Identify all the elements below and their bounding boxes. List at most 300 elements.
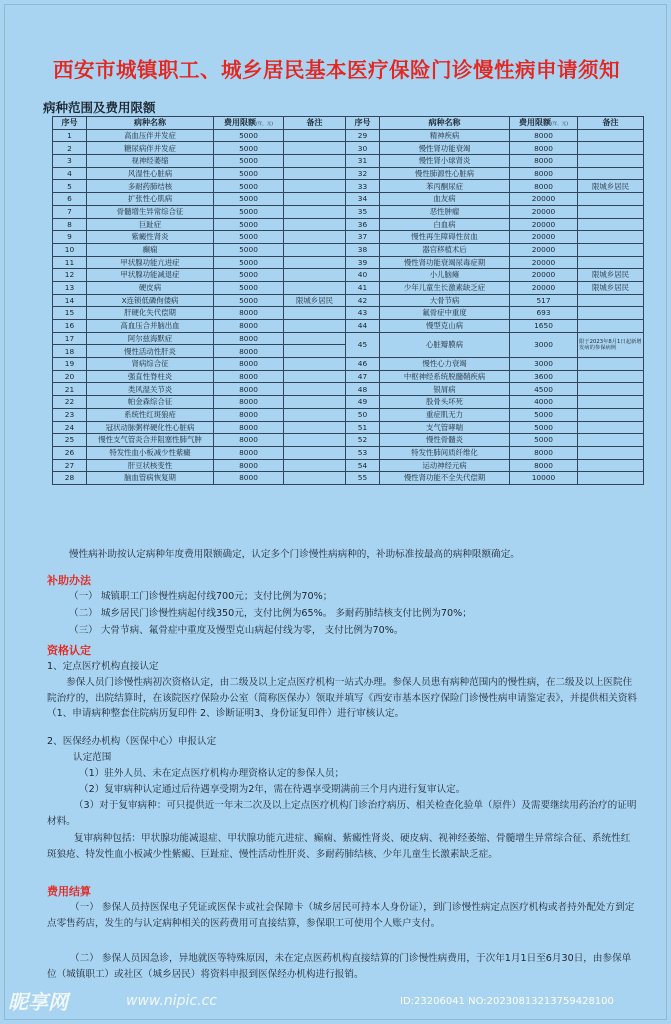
cell-no: 21 xyxy=(53,383,87,396)
cell-note xyxy=(284,434,346,447)
cell-disease: 心脏瓣膜病 xyxy=(380,332,510,357)
cell-no: 14 xyxy=(53,294,87,307)
cell-disease: 慢性肾小球肾炎 xyxy=(380,155,510,168)
cell-limit: 5000 xyxy=(214,193,284,206)
cell-disease: 白血病 xyxy=(380,218,510,231)
cell-limit: 8000 xyxy=(214,320,284,333)
cell-no: 2 xyxy=(53,142,87,155)
cell-disease: 慢性肾功能衰竭尿毒症期 xyxy=(380,256,510,269)
table-row xyxy=(53,205,346,218)
cell-limit: 20000 xyxy=(510,269,578,282)
cell-no: 55 xyxy=(346,472,380,485)
cell-limit: 5000 xyxy=(510,421,578,434)
cell-disease: 慢性支气管炎合并阻塞性肺气肿 xyxy=(87,434,214,447)
table-row xyxy=(346,472,644,485)
cell-note xyxy=(284,370,346,383)
table-row xyxy=(346,167,644,180)
cell-limit: 20000 xyxy=(510,218,578,231)
cell-note xyxy=(284,358,346,371)
cell-no: 10 xyxy=(53,243,87,256)
cell-disease: 大骨节病 xyxy=(380,294,510,307)
cell-note xyxy=(578,307,644,320)
cell-limit: 5000 xyxy=(214,218,284,231)
table-row xyxy=(53,446,346,459)
cell-note xyxy=(578,446,644,459)
cell-no: 40 xyxy=(346,269,380,282)
cell-limit: 8000 xyxy=(214,370,284,383)
cell-no: 39 xyxy=(346,256,380,269)
cell-disease: 肝硬化失代偿期 xyxy=(87,307,214,320)
cell-no: 53 xyxy=(346,446,380,459)
cell-no: 25 xyxy=(53,434,87,447)
table-row xyxy=(53,269,346,282)
cell-limit: 5000 xyxy=(214,155,284,168)
table-row xyxy=(346,307,644,320)
cell-disease: 恶性肿瘤 xyxy=(380,205,510,218)
table-row xyxy=(346,396,644,409)
cell-limit: 20000 xyxy=(510,281,578,294)
table-row xyxy=(53,370,346,383)
cell-no: 32 xyxy=(346,167,380,180)
cell-note xyxy=(578,218,644,231)
cell-note xyxy=(578,383,644,396)
cell-disease: 紫癜性肾炎 xyxy=(87,231,214,244)
disease-table-left xyxy=(52,116,346,485)
cell-note xyxy=(284,421,346,434)
cell-note xyxy=(578,155,644,168)
cell-no: 45 xyxy=(346,332,380,357)
settle-item-1: （一） 参保人员持医保电子凭证或医保卡或社会保障卡（城乡居民可持本人身份证），到门诊慢性病定点医疗机构或者持外配处方到定点零售药店，发生的与认定病种相关的医药费用可直接结算，参保职工可使用个人账户支付。 xyxy=(47,902,635,929)
cell-note xyxy=(284,281,346,294)
cell-limit: 20000 xyxy=(510,205,578,218)
cell-limit: 5000 xyxy=(510,408,578,421)
disease-table-right xyxy=(345,116,644,485)
cell-note: 限城乡居民 xyxy=(578,269,644,282)
cell-note: 限城乡居民 xyxy=(284,294,346,307)
cell-no: 30 xyxy=(346,142,380,155)
table-row xyxy=(346,370,644,383)
disease-tables xyxy=(52,116,644,485)
table-row xyxy=(53,281,346,294)
cell-disease: 器官移植术后 xyxy=(380,243,510,256)
cell-limit: 5000 xyxy=(214,167,284,180)
cell-note xyxy=(284,142,346,155)
cell-note xyxy=(578,421,644,434)
table-row xyxy=(53,129,346,142)
table-row xyxy=(53,193,346,206)
cell-no: 36 xyxy=(346,218,380,231)
cell-note: 限城乡居民 xyxy=(578,180,644,193)
table-row xyxy=(346,281,644,294)
cell-no: 26 xyxy=(53,446,87,459)
cell-limit: 3000 xyxy=(510,332,578,357)
table-row xyxy=(53,231,346,244)
table-row xyxy=(53,408,346,421)
cell-note xyxy=(284,231,346,244)
cell-limit: 4500 xyxy=(510,383,578,396)
cell-note: 限于2023年8月1日起新增发病的参保病例 xyxy=(578,332,644,357)
table-row xyxy=(346,155,644,168)
table-row xyxy=(53,434,346,447)
cell-no: 9 xyxy=(53,231,87,244)
cell-disease: 甲状腺功能亢进症 xyxy=(87,256,214,269)
table-row xyxy=(53,383,346,396)
table-row xyxy=(53,320,346,333)
cell-no: 19 xyxy=(53,358,87,371)
cell-disease: 肝豆状核变性 xyxy=(87,459,214,472)
cell-no: 8 xyxy=(53,218,87,231)
cell-disease: 骨髓增生异常综合征 xyxy=(87,205,214,218)
cell-disease: 高血压合并脑出血 xyxy=(87,320,214,333)
cell-no: 35 xyxy=(346,205,380,218)
header-note: 备注 xyxy=(578,117,644,130)
qualify-2-review: 复审病种包括：甲状腺功能减退症、甲状腺功能亢进症、癫痫、紫癜性肾炎、硬皮病、视神经萎缩、骨髓增生异常综合征、系统性红斑狼疮、特发性血小板减少性紫癜、巨趾症、慢性活动性肝炎、多耐药肺结核、少年儿童生长激素缺乏症。 xyxy=(47,833,631,860)
cell-disease: 慢性肾功能不全失代偿期 xyxy=(380,472,510,485)
cell-limit: 8000 xyxy=(214,408,284,421)
cell-no: 11 xyxy=(53,256,87,269)
cell-limit: 20000 xyxy=(510,243,578,256)
cell-limit: 5000 xyxy=(214,231,284,244)
cell-disease: 视神经萎缩 xyxy=(87,155,214,168)
cell-disease: 多耐药肺结核 xyxy=(87,180,214,193)
cell-no: 16 xyxy=(53,320,87,333)
cell-disease: 慢性肾功能衰竭 xyxy=(380,142,510,155)
page-title: 西安市城镇职工、城乡居民基本医疗保险门诊慢性病申请须知 xyxy=(53,58,620,82)
cell-limit: 517 xyxy=(510,294,578,307)
cell-limit: 8000 xyxy=(214,383,284,396)
table-row xyxy=(346,256,644,269)
section-settle-heading: 费用结算 xyxy=(47,885,91,898)
cell-limit: 8000 xyxy=(214,396,284,409)
table-row xyxy=(346,446,644,459)
cell-note xyxy=(578,396,644,409)
table-row xyxy=(53,142,346,155)
cell-disease: 甲状腺功能减退症 xyxy=(87,269,214,282)
header-disease: 病种名称 xyxy=(380,117,510,130)
cell-limit: 3000 xyxy=(510,358,578,371)
table-row xyxy=(53,459,346,472)
cell-no: 29 xyxy=(346,129,380,142)
cell-note xyxy=(284,218,346,231)
section-scope-heading: 病种范围及费用限额 xyxy=(43,100,156,115)
qualify-2-item3: （3）对于复审病种：可只提供近一年末二次及以上定点医疗机构门诊治疗病历、相关检查化验单（原件）及需要继续用药治疗的证明材料。 xyxy=(47,800,637,827)
cell-no: 15 xyxy=(53,307,87,320)
cell-no: 49 xyxy=(346,396,380,409)
table-header-row xyxy=(53,117,346,130)
cell-limit: 5000 xyxy=(214,281,284,294)
table-row xyxy=(53,256,346,269)
cell-disease: 重症肌无力 xyxy=(380,408,510,421)
cell-no: 22 xyxy=(53,396,87,409)
table-note: 慢性病补助按认定病种年度费用限额确定，认定多个门诊慢性病病种的，补助标准按最高的病种限额确定。 xyxy=(69,549,520,560)
cell-limit: 693 xyxy=(510,307,578,320)
cell-disease: 慢性再生障碍性贫血 xyxy=(380,231,510,244)
cell-disease: 股骨头坏死 xyxy=(380,396,510,409)
table-row xyxy=(346,180,644,193)
cell-no: 31 xyxy=(346,155,380,168)
header-no: 序号 xyxy=(346,117,380,130)
cell-no: 44 xyxy=(346,320,380,333)
cell-disease: 阿尔兹海默症 xyxy=(87,332,214,345)
cell-note xyxy=(578,205,644,218)
cell-limit: 8000 xyxy=(214,345,284,358)
cell-note xyxy=(284,167,346,180)
cell-disease: 风湿性心脏病 xyxy=(87,167,214,180)
cell-note xyxy=(284,446,346,459)
cell-note xyxy=(578,243,644,256)
qualify-1-title: 1、定点医疗机构直接认定 xyxy=(47,661,159,672)
cell-limit: 8000 xyxy=(510,129,578,142)
table-row xyxy=(346,269,644,282)
table-row xyxy=(346,231,644,244)
cell-limit: 8000 xyxy=(214,332,284,345)
cell-no: 7 xyxy=(53,205,87,218)
cell-note xyxy=(284,307,346,320)
cell-limit: 5000 xyxy=(214,129,284,142)
watermark-logo: 昵享网 xyxy=(8,990,68,1014)
cell-no: 50 xyxy=(346,408,380,421)
cell-note xyxy=(578,129,644,142)
cell-note xyxy=(578,459,644,472)
cell-no: 48 xyxy=(346,383,380,396)
cell-note xyxy=(578,142,644,155)
cell-disease: 系统性红斑狼疮 xyxy=(87,408,214,421)
cell-limit: 5000 xyxy=(214,243,284,256)
table-row xyxy=(346,193,644,206)
cell-limit: 8000 xyxy=(510,142,578,155)
settle-item-2: （二） 参保人员因急诊，异地就医等特殊原因，未在定点医药机构直接结算的门诊慢性病费用，于次年1月1日至6月30日，由参保单位（城镇职工）或社区（城乡居民）将资料申报到医保经办机构进行报销。 xyxy=(47,953,632,980)
cell-note xyxy=(284,332,346,345)
cell-note xyxy=(284,180,346,193)
cell-no: 42 xyxy=(346,294,380,307)
cell-limit: 5000 xyxy=(214,180,284,193)
cell-note xyxy=(578,472,644,485)
cell-no: 27 xyxy=(53,459,87,472)
cell-note xyxy=(284,472,346,485)
cell-note xyxy=(284,345,346,358)
table-row xyxy=(53,396,346,409)
header-no: 序号 xyxy=(53,117,87,130)
cell-no: 24 xyxy=(53,421,87,434)
cell-note xyxy=(578,434,644,447)
header-limit: 费用限额(年，元) xyxy=(510,117,578,130)
cell-disease: 慢性活动性肝炎 xyxy=(87,345,214,358)
cell-note xyxy=(578,320,644,333)
table-row xyxy=(53,243,346,256)
cell-no: 13 xyxy=(53,281,87,294)
cell-note xyxy=(284,396,346,409)
qualify-2-item2: （2）复审病种认定通过后待遇享受期为2年，需在待遇享受期满前三个月内进行复审认定。 xyxy=(79,784,466,795)
cell-disease: 少年儿童生长激素缺乏症 xyxy=(380,281,510,294)
table-row xyxy=(346,129,644,142)
table-row xyxy=(53,167,346,180)
table-row xyxy=(53,421,346,434)
qualify-1-body: 参保人员门诊慢性病初次资格认定，由二级及以上定点医疗机构一站式办理。参保人员患有病种范围内的慢性病，在二级及以上医院住院治疗的，出院结算时，在该院医疗保险办公室（简称医保办）领取并填写《西安市基本医疗保险门诊慢性病申请鉴定表》，并提供相关资料（1、申请病种整套住院病历复印件 2、诊断证明3、身份证复印件）进行审核认定。 xyxy=(47,677,638,719)
cell-disease: 强直性脊柱炎 xyxy=(87,370,214,383)
cell-note xyxy=(284,129,346,142)
cell-note xyxy=(284,320,346,333)
cell-limit: 8000 xyxy=(510,155,578,168)
cell-limit: 20000 xyxy=(510,193,578,206)
cell-limit: 5000 xyxy=(214,294,284,307)
cell-no: 12 xyxy=(53,269,87,282)
subsidy-item-2: （二） 城乡居民门诊慢性病起付线350元，支付比例为65%。 多耐药肺结核支付比例为70%； xyxy=(69,608,472,619)
table-row xyxy=(53,294,346,307)
table-row xyxy=(346,320,644,333)
watermark-url: www.nipic.cc xyxy=(126,993,217,1009)
cell-disease: 支气管哮喘 xyxy=(380,421,510,434)
table-row xyxy=(53,307,346,320)
cell-limit: 5000 xyxy=(214,269,284,282)
table-row xyxy=(346,243,644,256)
cell-note xyxy=(284,408,346,421)
cell-limit: 8000 xyxy=(214,434,284,447)
cell-note xyxy=(284,243,346,256)
cell-disease: 中枢神经系统脱髓鞘疾病 xyxy=(380,370,510,383)
cell-limit: 8000 xyxy=(214,472,284,485)
cell-disease: X连锁低磷佝偻病 xyxy=(87,294,214,307)
header-note: 备注 xyxy=(284,117,346,130)
cell-no: 28 xyxy=(53,472,87,485)
table-row xyxy=(53,358,346,371)
cell-note xyxy=(578,231,644,244)
cell-disease: 小儿脑瘫 xyxy=(380,269,510,282)
table-row xyxy=(53,332,346,345)
table-row xyxy=(346,408,644,421)
cell-limit: 5000 xyxy=(214,256,284,269)
cell-no: 3 xyxy=(53,155,87,168)
cell-no: 47 xyxy=(346,370,380,383)
cell-disease: 慢性骨髓炎 xyxy=(380,434,510,447)
cell-limit: 20000 xyxy=(510,256,578,269)
cell-no: 54 xyxy=(346,459,380,472)
cell-limit: 5000 xyxy=(214,142,284,155)
cell-disease: 慢性肺源性心脏病 xyxy=(380,167,510,180)
cell-disease: 慢型克山病 xyxy=(380,320,510,333)
cell-disease: 氟骨症中重度 xyxy=(380,307,510,320)
table-row xyxy=(53,472,346,485)
cell-no: 46 xyxy=(346,358,380,371)
cell-no: 33 xyxy=(346,180,380,193)
table-row xyxy=(346,421,644,434)
cell-note xyxy=(578,193,644,206)
table-row xyxy=(53,180,346,193)
cell-disease: 高血压伴并发症 xyxy=(87,129,214,142)
table-row xyxy=(346,294,644,307)
cell-disease: 运动神经元病 xyxy=(380,459,510,472)
cell-no: 34 xyxy=(346,193,380,206)
header-limit: 费用限额(年，元) xyxy=(214,117,284,130)
cell-no: 18 xyxy=(53,345,87,358)
cell-note xyxy=(284,459,346,472)
cell-limit: 8000 xyxy=(510,446,578,459)
cell-limit: 8000 xyxy=(214,421,284,434)
header-disease: 病种名称 xyxy=(87,117,214,130)
cell-no: 37 xyxy=(346,231,380,244)
table-row xyxy=(53,345,346,358)
cell-limit: 8000 xyxy=(510,180,578,193)
cell-no: 17 xyxy=(53,332,87,345)
cell-note xyxy=(284,205,346,218)
cell-limit: 4000 xyxy=(510,396,578,409)
cell-limit: 3600 xyxy=(510,370,578,383)
cell-disease: 帕金森综合征 xyxy=(87,396,214,409)
cell-no: 4 xyxy=(53,167,87,180)
cell-note xyxy=(284,256,346,269)
table-row xyxy=(346,434,644,447)
cell-disease: 扩张性心肌病 xyxy=(87,193,214,206)
cell-disease: 特发性血小板减少性紫癜 xyxy=(87,446,214,459)
cell-disease: 精神疾病 xyxy=(380,129,510,142)
table-row xyxy=(346,459,644,472)
cell-note xyxy=(578,358,644,371)
cell-disease: 冠状动脉粥样硬化性心脏病 xyxy=(87,421,214,434)
poster xyxy=(4,4,667,1020)
cell-no: 1 xyxy=(53,129,87,142)
table-row xyxy=(346,358,644,371)
cell-disease: 类风湿关节炎 xyxy=(87,383,214,396)
cell-disease: 脑血管病恢复期 xyxy=(87,472,214,485)
cell-note xyxy=(578,167,644,180)
table-row xyxy=(346,218,644,231)
cell-disease: 血友病 xyxy=(380,193,510,206)
table-row xyxy=(346,142,644,155)
cell-no: 43 xyxy=(346,307,380,320)
cell-disease: 肾病综合征 xyxy=(87,358,214,371)
cell-disease: 慢性心力衰竭 xyxy=(380,358,510,371)
cell-disease: 癫痫 xyxy=(87,243,214,256)
cell-no: 41 xyxy=(346,281,380,294)
cell-disease: 苯丙酮尿症 xyxy=(380,180,510,193)
cell-note xyxy=(578,408,644,421)
table-header-row xyxy=(346,117,644,130)
cell-note xyxy=(578,294,644,307)
qualify-2-title: 2、医保经办机构（医保中心）申报认定 xyxy=(47,736,217,747)
qualify-2-scope: 认定范围 xyxy=(73,752,112,763)
cell-note: 限城乡居民 xyxy=(578,281,644,294)
cell-note xyxy=(284,193,346,206)
cell-no: 5 xyxy=(53,180,87,193)
table-row xyxy=(346,332,644,357)
section-qualify-heading: 资格认定 xyxy=(47,644,91,657)
cell-note xyxy=(284,155,346,168)
cell-limit: 20000 xyxy=(510,231,578,244)
cell-no: 23 xyxy=(53,408,87,421)
table-row xyxy=(346,383,644,396)
cell-limit: 8000 xyxy=(510,167,578,180)
cell-no: 52 xyxy=(346,434,380,447)
cell-note xyxy=(284,269,346,282)
cell-limit: 5000 xyxy=(510,434,578,447)
subsidy-item-3: （三） 大骨节病、氟骨症中重度及慢型克山病起付线为零， 支付比例为70%。 xyxy=(69,625,404,636)
cell-disease: 特发性肺间质纤维化 xyxy=(380,446,510,459)
cell-disease: 巨趾症 xyxy=(87,218,214,231)
cell-limit: 5000 xyxy=(214,205,284,218)
cell-no: 20 xyxy=(53,370,87,383)
cell-limit: 10000 xyxy=(510,472,578,485)
cell-limit: 8000 xyxy=(214,307,284,320)
cell-disease: 银屑病 xyxy=(380,383,510,396)
cell-disease: 硬皮病 xyxy=(87,281,214,294)
cell-no: 51 xyxy=(346,421,380,434)
section-subsidy-heading: 补助办法 xyxy=(47,574,91,587)
table-row xyxy=(53,155,346,168)
cell-limit: 8000 xyxy=(214,459,284,472)
cell-note xyxy=(284,383,346,396)
table-row xyxy=(346,205,644,218)
cell-limit: 8000 xyxy=(214,358,284,371)
watermark-id: ID:23206041 NO:20230813213759428100 xyxy=(400,996,614,1007)
